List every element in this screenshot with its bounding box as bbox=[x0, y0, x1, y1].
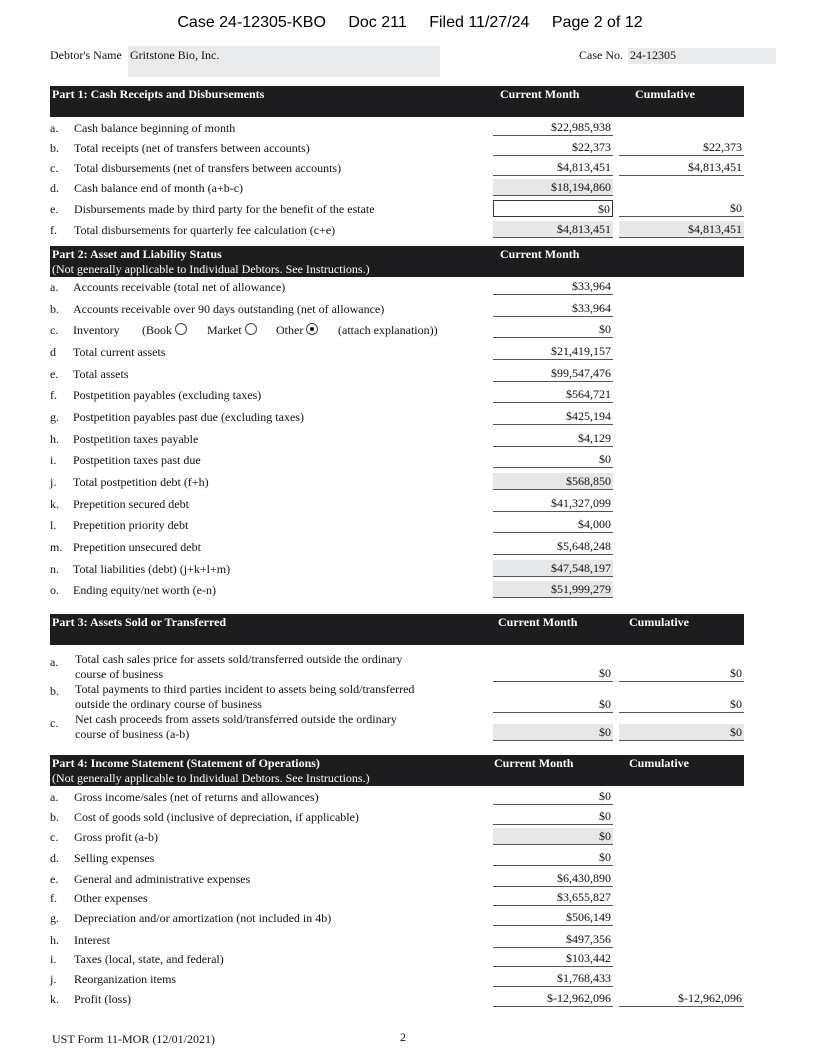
value-cell[interactable]: $41,327,099 bbox=[493, 495, 613, 512]
table-row: g. Postpetition payables past due (excluding taxes) $425,194 bbox=[50, 409, 611, 424]
part1-header bbox=[50, 86, 744, 117]
part1-col-cumulative: Cumulative bbox=[635, 87, 695, 101]
table-row: i. Postpetition taxes past due $0 bbox=[50, 452, 611, 467]
table-row: n. Total liabilities (debt) (j+k+l+m) $47,548,197 bbox=[50, 561, 611, 576]
doc-number: Doc 211 bbox=[348, 14, 407, 31]
part2-title: Part 2: Asset and Liability Status bbox=[52, 247, 222, 261]
table-row: e. Disbursements made by third party for the benefit of the estate $0 $0 bbox=[50, 201, 742, 216]
table-row: a. Accounts receivable (total net of allowance) $33,964 bbox=[50, 279, 611, 294]
table-row: f. Other expenses $3,655,827 bbox=[50, 890, 611, 905]
table-row: a. Total cash sales price for assets sold/transferred outside the ordinary course of business $0 $0 bbox=[50, 652, 742, 681]
table-row: c. Total disbursements (net of transfers between accounts) $4,813,451 $4,813,451 bbox=[50, 160, 742, 175]
table-row: f. Total disbursements for quarterly fee calculation (c+e) $4,813,451 $4,813,451 bbox=[50, 222, 742, 237]
value-cell[interactable]: $21,419,157 bbox=[493, 343, 613, 360]
part4-col-cumulative: Cumulative bbox=[629, 756, 689, 770]
case-id: Case 24-12305-KBO bbox=[177, 14, 326, 31]
part3-col-current: Current Month bbox=[498, 615, 578, 629]
value-cell[interactable]: $0 bbox=[493, 808, 613, 825]
table-row: b. Cost of goods sold (inclusive of depreciation, if applicable) $0 bbox=[50, 809, 611, 824]
table-row: e. Total assets $99,547,476 bbox=[50, 366, 611, 381]
case-no-value: 24-12305 bbox=[630, 48, 676, 62]
value-cell[interactable]: $497,356 bbox=[493, 931, 613, 948]
inventory-other-option[interactable]: Other bbox=[276, 323, 318, 338]
value-cell[interactable]: $0 bbox=[493, 321, 613, 338]
value-cell[interactable]: $5,648,248 bbox=[493, 538, 613, 555]
case-no-label: Case No. bbox=[579, 48, 623, 62]
value-cell[interactable]: $0 bbox=[619, 665, 744, 682]
value-cell[interactable]: $0 bbox=[493, 849, 613, 866]
table-row: h. Interest $497,356 bbox=[50, 932, 611, 947]
part2-subtitle: (Not generally applicable to Individual Debtors. See Instructions.) bbox=[52, 262, 370, 276]
value-cell: $0 bbox=[493, 828, 613, 845]
value-cell[interactable]: $564,721 bbox=[493, 386, 613, 403]
table-row: c. Net cash proceeds from assets sold/transferred outside the ordinary course of business (a-b) $0 $0 bbox=[50, 712, 742, 741]
part4-col-current: Current Month bbox=[494, 756, 574, 770]
value-cell[interactable]: $0 bbox=[493, 200, 613, 217]
value-cell: $568,850 bbox=[493, 473, 613, 490]
radio-other[interactable] bbox=[306, 323, 318, 335]
table-row: a. Gross income/sales (net of returns and allowances) $0 bbox=[50, 789, 611, 804]
table-row: i. Taxes (local, state, and federal) $103,442 bbox=[50, 951, 611, 966]
inventory-market-option[interactable]: Market bbox=[207, 323, 257, 338]
value-cell: $0 bbox=[493, 724, 613, 741]
table-row: b. Total payments to third parties incident to assets being sold/transferred outside the ordinary course of business $0 $0 bbox=[50, 682, 742, 711]
table-row: c. Inventory (Book Market Other (attach explanation)) $0 bbox=[50, 322, 611, 337]
value-cell[interactable]: $3,655,827 bbox=[493, 889, 613, 906]
value-cell[interactable]: $99,547,476 bbox=[493, 365, 613, 382]
value-cell[interactable]: $4,129 bbox=[493, 430, 613, 447]
value-cell[interactable]: $22,373 bbox=[619, 139, 744, 156]
value-cell: $47,548,197 bbox=[493, 560, 613, 577]
radio-book[interactable] bbox=[175, 323, 187, 335]
table-row: e. General and administrative expenses $6,430,890 bbox=[50, 871, 611, 886]
part4-subtitle: (Not generally applicable to Individual Debtors. See Instructions.) bbox=[52, 771, 370, 785]
table-row: o. Ending equity/net worth (e-n) $51,999,279 bbox=[50, 582, 611, 597]
table-row: m. Prepetition unsecured debt $5,648,248 bbox=[50, 539, 611, 554]
value-cell: $4,813,451 bbox=[493, 221, 613, 238]
part3-col-cumulative: Cumulative bbox=[629, 615, 689, 629]
table-row: l. Prepetition priority debt $4,000 bbox=[50, 517, 611, 532]
value-cell[interactable]: $6,430,890 bbox=[493, 870, 613, 887]
part2-header bbox=[50, 246, 744, 277]
value-cell: $18,194,860 bbox=[493, 179, 613, 196]
value-cell[interactable]: $0 bbox=[493, 696, 613, 713]
value-cell[interactable]: $22,985,938 bbox=[493, 119, 613, 136]
value-cell: $4,813,451 bbox=[619, 221, 744, 238]
table-row: d. Selling expenses $0 bbox=[50, 850, 611, 865]
table-row: k. Prepetition secured debt $41,327,099 bbox=[50, 496, 611, 511]
table-row: a. Cash balance beginning of month $22,985,938 bbox=[50, 120, 611, 135]
value-cell[interactable]: $0 bbox=[619, 696, 744, 713]
value-cell[interactable]: $0 bbox=[619, 200, 744, 217]
value-cell[interactable]: $-12,962,096 bbox=[619, 990, 744, 1007]
table-row: b. Total receipts (net of transfers between accounts) $22,373 $22,373 bbox=[50, 140, 742, 155]
part4-title: Part 4: Income Statement (Statement of Operations) bbox=[52, 756, 320, 770]
value-cell[interactable]: $0 bbox=[493, 665, 613, 682]
value-cell: $51,999,279 bbox=[493, 581, 613, 598]
form-id: UST Form 11-MOR (12/01/2021) bbox=[52, 1032, 216, 1046]
table-row: j. Reorganization items $1,768,433 bbox=[50, 971, 611, 986]
value-cell[interactable]: $425,194 bbox=[493, 408, 613, 425]
value-cell[interactable]: $1,768,433 bbox=[493, 970, 613, 987]
table-row: d Total current assets $21,419,157 bbox=[50, 344, 611, 359]
page-number: 2 bbox=[400, 1030, 406, 1044]
value-cell[interactable]: $0 bbox=[493, 451, 613, 468]
value-cell[interactable]: $33,964 bbox=[493, 278, 613, 295]
value-cell[interactable]: $103,442 bbox=[493, 950, 613, 967]
value-cell[interactable]: $4,000 bbox=[493, 516, 613, 533]
page-indicator: Page 2 of 12 bbox=[551, 14, 643, 31]
value-cell[interactable]: $4,813,451 bbox=[619, 159, 744, 176]
filed-date: Filed 11/27/24 bbox=[429, 14, 530, 31]
debtor-name-label: Debtor's Name bbox=[50, 48, 122, 62]
part4-header bbox=[50, 755, 744, 786]
part3-header bbox=[50, 614, 744, 645]
value-cell[interactable]: $22,373 bbox=[493, 139, 613, 156]
inventory-book-option[interactable]: (Book bbox=[142, 323, 187, 338]
radio-market[interactable] bbox=[245, 323, 257, 335]
table-row: j. Total postpetition debt (f+h) $568,850 bbox=[50, 474, 611, 489]
table-row: g. Depreciation and/or amortization (not included in 4b) $506,149 bbox=[50, 910, 611, 925]
value-cell[interactable]: $4,813,451 bbox=[493, 159, 613, 176]
table-row: d. Cash balance end of month (a+b-c) $18,194,860 bbox=[50, 180, 611, 195]
debtor-name-value: Gritstone Bio, Inc. bbox=[130, 48, 220, 62]
part1-col-current: Current Month bbox=[500, 87, 580, 101]
table-row: f. Postpetition payables (excluding taxes) $564,721 bbox=[50, 387, 611, 402]
table-row: c. Gross profit (a-b) $0 bbox=[50, 829, 611, 844]
value-cell[interactable]: $33,964 bbox=[493, 300, 613, 317]
value-cell[interactable]: $0 bbox=[493, 788, 613, 805]
court-header bbox=[0, 14, 820, 32]
part3-title: Part 3: Assets Sold or Transferred bbox=[52, 615, 227, 629]
table-row: h. Postpetition taxes payable $4,129 bbox=[50, 431, 611, 446]
value-cell[interactable]: $-12,962,096 bbox=[493, 990, 613, 1007]
value-cell: $0 bbox=[619, 724, 744, 741]
part2-col-current: Current Month bbox=[500, 247, 580, 261]
part1-title: Part 1: Cash Receipts and Disbursements bbox=[52, 87, 265, 101]
value-cell[interactable]: $506,149 bbox=[493, 909, 613, 926]
table-row: k. Profit (loss) $-12,962,096 $-12,962,096 bbox=[50, 991, 742, 1006]
table-row: b. Accounts receivable over 90 days outstanding (net of allowance) $33,964 bbox=[50, 301, 611, 316]
